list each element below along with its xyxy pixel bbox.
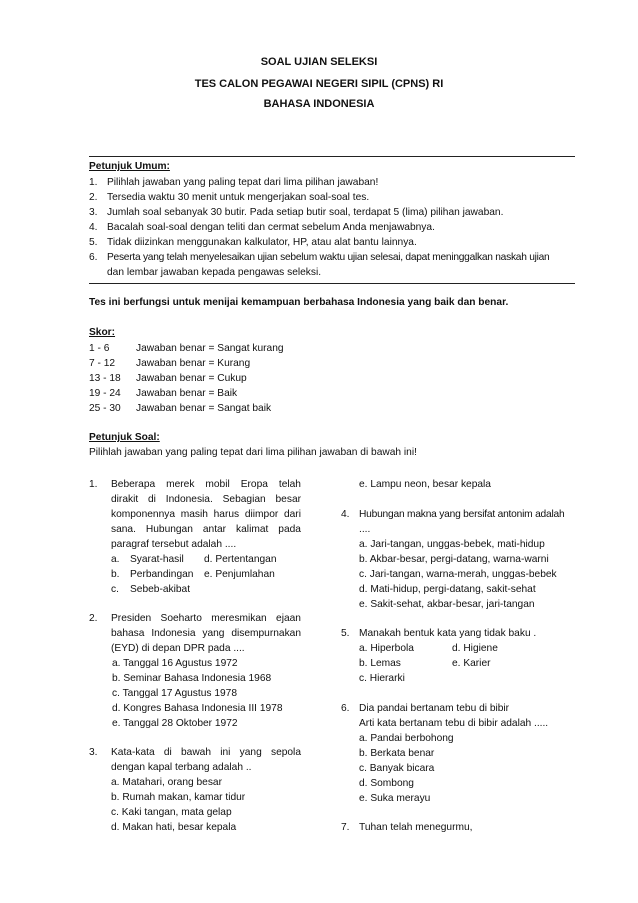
score-range: 7 - 12: [89, 358, 116, 369]
question-text: Beberapa merek mobil Eropa telah: [111, 479, 301, 490]
option-text: d. Mati-hidup, pergi-datang, sakit-sehat: [359, 584, 536, 595]
option-text: Syarat-hasil: [130, 554, 184, 565]
divider-top: [89, 156, 575, 157]
option-text: b. Akbar-besar, pergi-datang, warna-warni: [359, 554, 549, 565]
question-instructions-text: Pilihlah jawaban yang paling tepat dari lima pilihan jawaban di bawah ini!: [89, 447, 417, 458]
option-text: b. Berkata benar: [359, 748, 435, 759]
score-label: Jawaban benar = Baik: [136, 388, 238, 399]
option-text: e. Tanggal 28 Oktober 1972: [112, 718, 238, 729]
option-text: d. Higiene: [452, 643, 498, 654]
option-text: d. Pertentangan: [204, 554, 277, 565]
general-item-text: Peserta yang telah menyelesaikan ujian sebelum waktu ujian selesai, dapat meninggalkan naskah ujian: [107, 252, 550, 263]
option-text: e. Lampu neon, besar kepala: [359, 479, 491, 490]
option-letter: c.: [111, 584, 119, 595]
question-text: paragraf tersebut adalah ....: [111, 539, 237, 550]
option-text: c. Hierarki: [359, 673, 405, 684]
question-text: sana. Hubungan antar kalimat pada: [111, 524, 301, 535]
general-item-text: Jumlah soal sebanyak 30 butir. Pada setiap butir soal, terdapat 5 (lima) pilihan jawaban.: [107, 207, 504, 218]
score-label: Jawaban benar = Sangat baik: [136, 403, 272, 414]
option-text: c. Kaki tangan, mata gelap: [111, 807, 232, 818]
question-text: Arti kata bertanam tebu di bibir adalah .....: [359, 718, 549, 729]
score-range: 19 - 24: [89, 388, 121, 399]
option-text: a. Pandai berbohong: [359, 733, 454, 744]
general-item-text: Tersedia waktu 30 menit untuk mengerjakan soal-soal tes.: [107, 192, 370, 203]
question-text: Dia pandai bertanam tebu di bibir: [359, 703, 510, 714]
option-text: e. Suka merayu: [359, 793, 431, 804]
question-number: 3.: [89, 747, 98, 758]
question-text: dengan kapal terbang adalah ..: [111, 762, 252, 773]
question-text: Kata-kata di bawah ini yang sepola: [111, 747, 301, 758]
option-text: Sebeb-akibat: [130, 584, 191, 595]
option-text: c. Banyak bicara: [359, 763, 435, 774]
score-range: 13 - 18: [89, 373, 121, 384]
general-item-num: 3.: [89, 207, 98, 218]
option-text: b. Lemas: [359, 658, 401, 669]
question-text: komponennya masih harus diimpor dari: [111, 509, 301, 520]
option-text: Perbandingan: [130, 569, 194, 580]
option-text: a. Jari-tangan, unggas-bebek, mati-hidup: [359, 539, 545, 550]
option-text: c. Jari-tangan, warna-merah, unggas-bebek: [359, 569, 557, 580]
score-label: Jawaban benar = Sangat kurang: [136, 343, 284, 354]
option-text: e. Sakit-sehat, akbar-besar, jari-tangan: [359, 599, 535, 610]
option-text: a. Matahari, orang besar: [111, 777, 222, 788]
option-text: b. Rumah makan, kamar tidur: [111, 792, 246, 803]
option-text: d. Kongres Bahasa Indonesia III 1978: [112, 703, 283, 714]
general-item-text: Bacalah soal-soal dengan teliti dan cermat sebelum Anda menjawabnya.: [107, 222, 435, 233]
option-text: b. Seminar Bahasa Indonesia 1968: [112, 673, 272, 684]
question-number: 1.: [89, 479, 98, 490]
question-number: 5.: [341, 628, 350, 639]
question-text: Tuhan telah menegurmu,: [359, 822, 473, 833]
option-text: d. Makan hati, besar kepala: [111, 822, 237, 833]
general-item-text: Pilihlah jawaban yang paling tepat dari lima pilihan jawaban!: [107, 177, 379, 188]
question-number: 2.: [89, 613, 98, 624]
question-number: 7.: [341, 822, 350, 833]
general-item-num: 4.: [89, 222, 98, 233]
divider-bottom: [89, 283, 575, 284]
header-title-1: SOAL UJIAN SELEKSI: [260, 56, 378, 68]
general-item-text-cont: dan lembar jawaban kepada pengawas seleksi.: [107, 267, 322, 278]
option-text: d. Sombong: [359, 778, 414, 789]
option-text: a. Tanggal 16 Agustus 1972: [112, 658, 238, 669]
option-text: c. Tanggal 17 Agustus 1978: [112, 688, 237, 699]
general-item-num: 5.: [89, 237, 98, 248]
score-label: Jawaban benar = Cukup: [136, 373, 247, 384]
header-title-3: BAHASA INDONESIA: [263, 98, 375, 110]
option-text: e. Penjumlahan: [204, 569, 275, 580]
question-text: Presiden Soeharto meresmikan ejaan: [111, 613, 301, 624]
question-text: dirakit di Indonesia. Sebagian besar: [111, 494, 301, 505]
question-number: 4.: [341, 509, 350, 520]
question-text: ....: [359, 524, 371, 535]
test-purpose: Tes ini berfungsi untuk menijai kemampuan berbahasa Indonesia yang baik dan benar.: [89, 297, 509, 308]
question-instructions-heading: Petunjuk Soal:: [89, 432, 160, 443]
general-item-num: 6.: [89, 252, 98, 263]
score-label: Jawaban benar = Kurang: [136, 358, 251, 369]
general-item-text: Tidak diizinkan menggunakan kalkulator, HP, atau alat bantu lainnya.: [107, 237, 417, 248]
option-letter: b.: [111, 569, 120, 580]
question-text: bahasa Indonesia yang disempurnakan: [111, 628, 301, 639]
question-text: (EYD) di depan DPR pada ....: [111, 643, 245, 654]
general-instructions-heading: Petunjuk Umum:: [89, 161, 170, 172]
question-number: 6.: [341, 703, 350, 714]
option-text: e. Karier: [452, 658, 491, 669]
general-item-num: 2.: [89, 192, 98, 203]
header-title-2: TES CALON PEGAWAI NEGERI SIPIL (CPNS) RI: [194, 78, 444, 90]
score-heading: Skor:: [89, 327, 116, 338]
score-range: 25 - 30: [89, 403, 121, 414]
option-letter: a.: [111, 554, 120, 565]
score-range: 1 - 6: [89, 343, 110, 354]
option-text: a. Hiperbola: [359, 643, 414, 654]
question-text: Hubungan makna yang bersifat antonim adalah: [359, 509, 565, 520]
general-item-num: 1.: [89, 177, 98, 188]
question-text: Manakah bentuk kata yang tidak baku .: [359, 628, 537, 639]
